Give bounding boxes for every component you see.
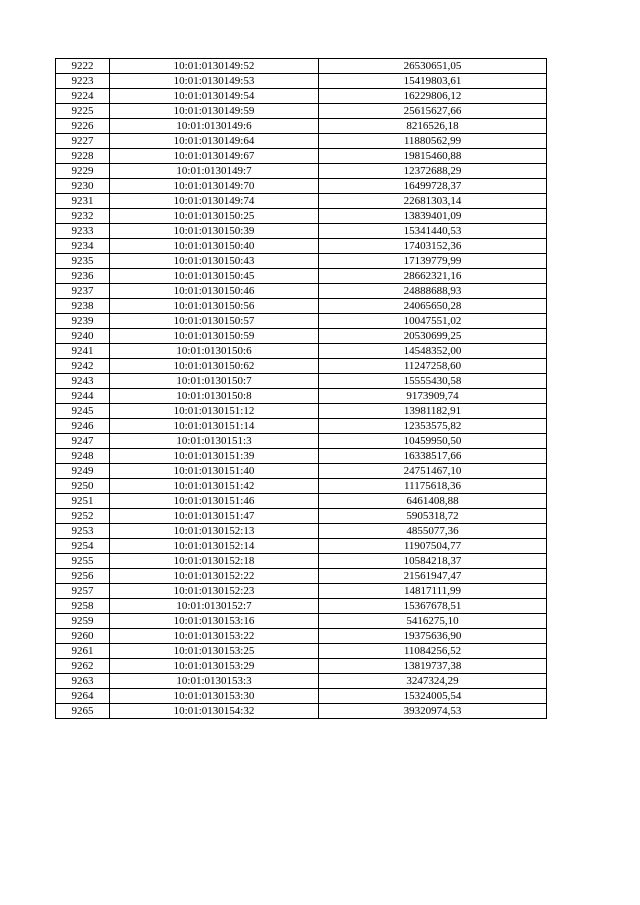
row-number-cell: 9247 bbox=[56, 434, 110, 449]
cadastral-number-cell: 10:01:0130151:39 bbox=[110, 449, 319, 464]
cadastral-value-cell: 12353575,82 bbox=[319, 419, 547, 434]
row-number-cell: 9263 bbox=[56, 674, 110, 689]
row-number-cell: 9251 bbox=[56, 494, 110, 509]
cadastral-value-cell: 17403152,36 bbox=[319, 239, 547, 254]
cadastral-number-cell: 10:01:0130149:59 bbox=[110, 104, 319, 119]
cadastral-value-cell: 5905318,72 bbox=[319, 509, 547, 524]
cadastral-number-cell: 10:01:0130150:8 bbox=[110, 389, 319, 404]
row-number-cell: 9223 bbox=[56, 74, 110, 89]
row-number-cell: 9234 bbox=[56, 239, 110, 254]
cadastral-number-cell: 10:01:0130153:16 bbox=[110, 614, 319, 629]
table-row bbox=[56, 149, 547, 164]
cadastral-value-cell: 17139779,99 bbox=[319, 254, 547, 269]
cadastral-value-cell: 5416275,10 bbox=[319, 614, 547, 629]
table-row bbox=[56, 134, 547, 149]
cadastral-number-cell: 10:01:0130153:29 bbox=[110, 659, 319, 674]
cadastral-number-cell: 10:01:0130154:32 bbox=[110, 704, 319, 719]
cadastral-value-cell: 24888688,93 bbox=[319, 284, 547, 299]
table-row bbox=[56, 269, 547, 284]
table-row bbox=[56, 359, 547, 374]
cadastral-value-cell: 8216526,18 bbox=[319, 119, 547, 134]
table-row bbox=[56, 224, 547, 239]
table-row bbox=[56, 464, 547, 479]
table-row bbox=[56, 164, 547, 179]
table-row bbox=[56, 239, 547, 254]
table-row bbox=[56, 104, 547, 119]
cadastral-number-cell: 10:01:0130150:62 bbox=[110, 359, 319, 374]
cadastral-value-cell: 11084256,52 bbox=[319, 644, 547, 659]
cadastral-number-cell: 10:01:0130149:67 bbox=[110, 149, 319, 164]
table-row bbox=[56, 59, 547, 74]
row-number-cell: 9232 bbox=[56, 209, 110, 224]
cadastral-value-cell: 24751467,10 bbox=[319, 464, 547, 479]
row-number-cell: 9239 bbox=[56, 314, 110, 329]
table-row bbox=[56, 524, 547, 539]
cadastral-number-cell: 10:01:0130150:59 bbox=[110, 329, 319, 344]
table-row bbox=[56, 194, 547, 209]
cadastral-number-cell: 10:01:0130149:7 bbox=[110, 164, 319, 179]
table-row bbox=[56, 74, 547, 89]
cadastral-value-cell: 12372688,29 bbox=[319, 164, 547, 179]
cadastral-value-cell: 16229806,12 bbox=[319, 89, 547, 104]
row-number-cell: 9235 bbox=[56, 254, 110, 269]
table-row bbox=[56, 284, 547, 299]
row-number-cell: 9233 bbox=[56, 224, 110, 239]
row-number-cell: 9236 bbox=[56, 269, 110, 284]
row-number-cell: 9248 bbox=[56, 449, 110, 464]
row-number-cell: 9240 bbox=[56, 329, 110, 344]
cadastral-value-cell: 26530651,05 bbox=[319, 59, 547, 74]
row-number-cell: 9257 bbox=[56, 584, 110, 599]
cadastral-number-cell: 10:01:0130150:25 bbox=[110, 209, 319, 224]
table-row bbox=[56, 209, 547, 224]
row-number-cell: 9260 bbox=[56, 629, 110, 644]
cadastral-value-cell: 39320974,53 bbox=[319, 704, 547, 719]
table-row bbox=[56, 89, 547, 104]
table-row bbox=[56, 434, 547, 449]
cadastral-number-cell: 10:01:0130153:3 bbox=[110, 674, 319, 689]
cadastral-number-cell: 10:01:0130151:42 bbox=[110, 479, 319, 494]
table-row bbox=[56, 674, 547, 689]
cadastral-number-cell: 10:01:0130150:40 bbox=[110, 239, 319, 254]
cadastral-value-cell: 6461408,88 bbox=[319, 494, 547, 509]
cadastral-value-table bbox=[55, 58, 547, 719]
table-row bbox=[56, 119, 547, 134]
cadastral-value-cell: 19375636,90 bbox=[319, 629, 547, 644]
cadastral-number-cell: 10:01:0130152:23 bbox=[110, 584, 319, 599]
cadastral-number-cell: 10:01:0130153:25 bbox=[110, 644, 319, 659]
cadastral-number-cell: 10:01:0130149:74 bbox=[110, 194, 319, 209]
table-body bbox=[56, 59, 547, 719]
table-row bbox=[56, 179, 547, 194]
table-row bbox=[56, 569, 547, 584]
cadastral-value-cell: 25615627,66 bbox=[319, 104, 547, 119]
table-row bbox=[56, 629, 547, 644]
row-number-cell: 9262 bbox=[56, 659, 110, 674]
row-number-cell: 9249 bbox=[56, 464, 110, 479]
table-row bbox=[56, 344, 547, 359]
cadastral-number-cell: 10:01:0130152:13 bbox=[110, 524, 319, 539]
cadastral-number-cell: 10:01:0130150:43 bbox=[110, 254, 319, 269]
row-number-cell: 9241 bbox=[56, 344, 110, 359]
cadastral-value-cell: 16338517,66 bbox=[319, 449, 547, 464]
row-number-cell: 9244 bbox=[56, 389, 110, 404]
row-number-cell: 9224 bbox=[56, 89, 110, 104]
table-row bbox=[56, 509, 547, 524]
row-number-cell: 9258 bbox=[56, 599, 110, 614]
cadastral-value-cell: 15367678,51 bbox=[319, 599, 547, 614]
table-row bbox=[56, 689, 547, 704]
table-row bbox=[56, 599, 547, 614]
cadastral-number-cell: 10:01:0130151:3 bbox=[110, 434, 319, 449]
table-row bbox=[56, 374, 547, 389]
cadastral-number-cell: 10:01:0130150:6 bbox=[110, 344, 319, 359]
row-number-cell: 9245 bbox=[56, 404, 110, 419]
row-number-cell: 9259 bbox=[56, 614, 110, 629]
document-page bbox=[55, 58, 547, 719]
cadastral-number-cell: 10:01:0130153:30 bbox=[110, 689, 319, 704]
cadastral-value-cell: 13839401,09 bbox=[319, 209, 547, 224]
cadastral-number-cell: 10:01:0130151:12 bbox=[110, 404, 319, 419]
cadastral-value-cell: 11175618,36 bbox=[319, 479, 547, 494]
row-number-cell: 9254 bbox=[56, 539, 110, 554]
table-row bbox=[56, 329, 547, 344]
cadastral-value-cell: 3247324,29 bbox=[319, 674, 547, 689]
table-row bbox=[56, 314, 547, 329]
cadastral-value-cell: 15324005,54 bbox=[319, 689, 547, 704]
cadastral-number-cell: 10:01:0130150:57 bbox=[110, 314, 319, 329]
row-number-cell: 9253 bbox=[56, 524, 110, 539]
cadastral-number-cell: 10:01:0130151:40 bbox=[110, 464, 319, 479]
table-row bbox=[56, 254, 547, 269]
cadastral-number-cell: 10:01:0130152:18 bbox=[110, 554, 319, 569]
cadastral-value-cell: 11880562,99 bbox=[319, 134, 547, 149]
row-number-cell: 9252 bbox=[56, 509, 110, 524]
table-row bbox=[56, 299, 547, 314]
cadastral-number-cell: 10:01:0130149:70 bbox=[110, 179, 319, 194]
row-number-cell: 9255 bbox=[56, 554, 110, 569]
cadastral-value-cell: 28662321,16 bbox=[319, 269, 547, 284]
cadastral-value-cell: 10584218,37 bbox=[319, 554, 547, 569]
cadastral-value-cell: 15341440,53 bbox=[319, 224, 547, 239]
cadastral-number-cell: 10:01:0130149:6 bbox=[110, 119, 319, 134]
table-row bbox=[56, 404, 547, 419]
cadastral-value-cell: 20530699,25 bbox=[319, 329, 547, 344]
cadastral-value-cell: 4855077,36 bbox=[319, 524, 547, 539]
cadastral-value-cell: 10459950,50 bbox=[319, 434, 547, 449]
cadastral-value-cell: 19815460,88 bbox=[319, 149, 547, 164]
cadastral-value-cell: 9173909,74 bbox=[319, 389, 547, 404]
row-number-cell: 9242 bbox=[56, 359, 110, 374]
cadastral-value-cell: 15555430,58 bbox=[319, 374, 547, 389]
row-number-cell: 9225 bbox=[56, 104, 110, 119]
cadastral-number-cell: 10:01:0130149:54 bbox=[110, 89, 319, 104]
cadastral-value-cell: 15419803,61 bbox=[319, 74, 547, 89]
cadastral-value-cell: 21561947,47 bbox=[319, 569, 547, 584]
cadastral-number-cell: 10:01:0130151:46 bbox=[110, 494, 319, 509]
row-number-cell: 9231 bbox=[56, 194, 110, 209]
cadastral-number-cell: 10:01:0130150:56 bbox=[110, 299, 319, 314]
row-number-cell: 9222 bbox=[56, 59, 110, 74]
table-row bbox=[56, 554, 547, 569]
cadastral-number-cell: 10:01:0130149:53 bbox=[110, 74, 319, 89]
cadastral-number-cell: 10:01:0130149:52 bbox=[110, 59, 319, 74]
cadastral-number-cell: 10:01:0130150:46 bbox=[110, 284, 319, 299]
row-number-cell: 9243 bbox=[56, 374, 110, 389]
row-number-cell: 9229 bbox=[56, 164, 110, 179]
table-row bbox=[56, 644, 547, 659]
row-number-cell: 9228 bbox=[56, 149, 110, 164]
cadastral-value-cell: 24065650,28 bbox=[319, 299, 547, 314]
row-number-cell: 9237 bbox=[56, 284, 110, 299]
row-number-cell: 9238 bbox=[56, 299, 110, 314]
cadastral-number-cell: 10:01:0130150:45 bbox=[110, 269, 319, 284]
cadastral-value-cell: 11247258,60 bbox=[319, 359, 547, 374]
table-row bbox=[56, 539, 547, 554]
cadastral-number-cell: 10:01:0130151:14 bbox=[110, 419, 319, 434]
table-row bbox=[56, 584, 547, 599]
table-row bbox=[56, 449, 547, 464]
cadastral-number-cell: 10:01:0130152:22 bbox=[110, 569, 319, 584]
cadastral-number-cell: 10:01:0130153:22 bbox=[110, 629, 319, 644]
table-row bbox=[56, 614, 547, 629]
table-row bbox=[56, 419, 547, 434]
cadastral-value-cell: 14548352,00 bbox=[319, 344, 547, 359]
row-number-cell: 9265 bbox=[56, 704, 110, 719]
row-number-cell: 9250 bbox=[56, 479, 110, 494]
row-number-cell: 9226 bbox=[56, 119, 110, 134]
cadastral-value-cell: 10047551,02 bbox=[319, 314, 547, 329]
table-row bbox=[56, 494, 547, 509]
cadastral-value-cell: 13819737,38 bbox=[319, 659, 547, 674]
cadastral-value-cell: 11907504,77 bbox=[319, 539, 547, 554]
cadastral-number-cell: 10:01:0130149:64 bbox=[110, 134, 319, 149]
cadastral-number-cell: 10:01:0130152:7 bbox=[110, 599, 319, 614]
table-row bbox=[56, 704, 547, 719]
row-number-cell: 9227 bbox=[56, 134, 110, 149]
row-number-cell: 9261 bbox=[56, 644, 110, 659]
cadastral-value-cell: 14817111,99 bbox=[319, 584, 547, 599]
row-number-cell: 9230 bbox=[56, 179, 110, 194]
table-row bbox=[56, 659, 547, 674]
cadastral-number-cell: 10:01:0130151:47 bbox=[110, 509, 319, 524]
table-row bbox=[56, 389, 547, 404]
cadastral-value-cell: 22681303,14 bbox=[319, 194, 547, 209]
row-number-cell: 9246 bbox=[56, 419, 110, 434]
row-number-cell: 9256 bbox=[56, 569, 110, 584]
row-number-cell: 9264 bbox=[56, 689, 110, 704]
cadastral-value-cell: 16499728,37 bbox=[319, 179, 547, 194]
cadastral-number-cell: 10:01:0130150:7 bbox=[110, 374, 319, 389]
cadastral-number-cell: 10:01:0130150:39 bbox=[110, 224, 319, 239]
cadastral-value-cell: 13981182,91 bbox=[319, 404, 547, 419]
table-row bbox=[56, 479, 547, 494]
cadastral-number-cell: 10:01:0130152:14 bbox=[110, 539, 319, 554]
